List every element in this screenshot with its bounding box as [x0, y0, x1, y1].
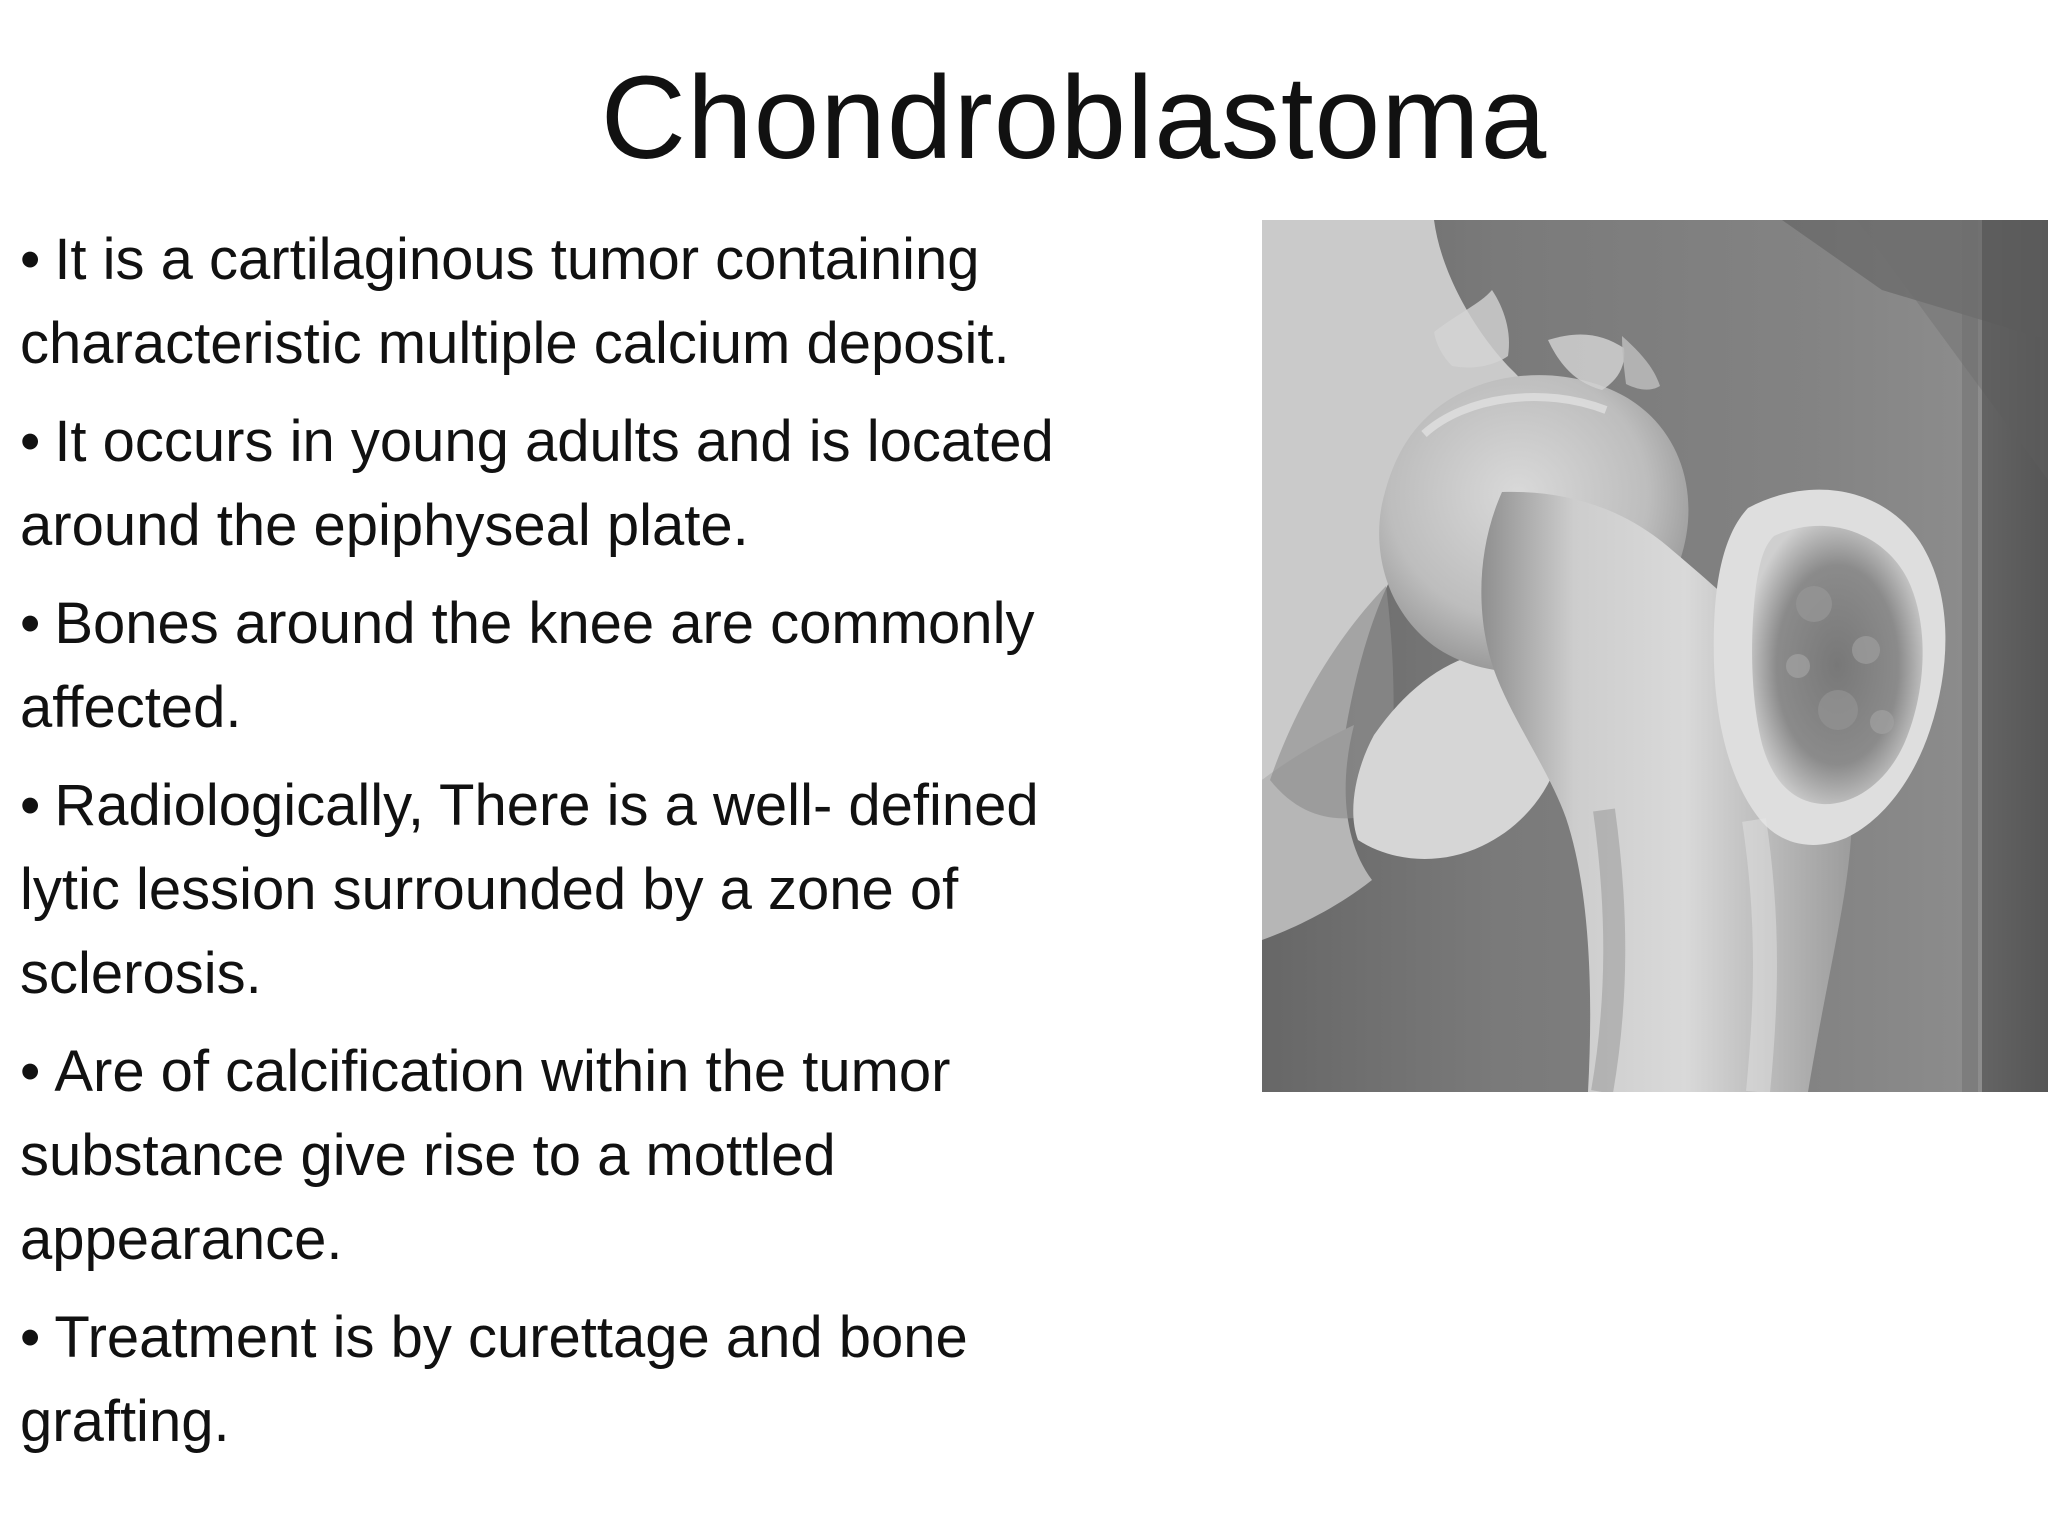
bullet-list: [20, 218, 1200, 1478]
bullet-line: grafting.: [20, 1389, 230, 1454]
bullet-text: Radiologically, There is a well- defined: [54, 773, 1039, 838]
bullet-item: [20, 764, 1200, 1016]
bullet-marker: •: [20, 1039, 41, 1104]
bullet-line: sclerosis.: [20, 941, 262, 1006]
bullet-text: It is a cartilaginous tumor containing: [54, 227, 980, 292]
bullet-line: [20, 1030, 1200, 1114]
xray-image-container: [1262, 220, 2048, 1092]
bullet-text: It occurs in young adults and is located: [54, 409, 1054, 474]
bullet-marker: •: [20, 591, 41, 656]
bullet-marker: •: [20, 409, 41, 474]
bullet-line: [20, 1296, 1200, 1380]
bullet-marker: •: [20, 227, 41, 292]
bullet-text: Bones around the knee are commonly: [54, 591, 1035, 656]
hip-xray-image: [1262, 220, 2048, 1092]
bullet-line: substance give rise to a mottled: [20, 1123, 836, 1188]
bullet-line: [20, 400, 1200, 484]
bullet-line: [20, 764, 1200, 848]
bullet-line: around the epiphyseal plate.: [20, 493, 749, 558]
bullet-item: [20, 400, 1200, 568]
bullet-marker: •: [20, 773, 41, 838]
bullet-item: [20, 1030, 1200, 1282]
bullet-line: [20, 582, 1200, 666]
bullet-line: lytic lession surrounded by a zone of: [20, 857, 959, 922]
bullet-item: [20, 218, 1200, 386]
bullet-text: Treatment is by curettage and bone: [54, 1305, 968, 1370]
bullet-line: appearance.: [20, 1207, 343, 1272]
slide-title-text: Chondroblastoma: [600, 52, 1548, 184]
bullet-item: [20, 582, 1200, 750]
bullet-line: affected.: [20, 675, 242, 740]
bullet-text: Are of calcification within the tumor: [54, 1039, 951, 1104]
bullet-line: [20, 218, 1200, 302]
bullet-line: characteristic multiple calcium deposit.: [20, 311, 1010, 376]
bullet-marker: •: [20, 1305, 41, 1370]
bullet-item: [20, 1296, 1200, 1464]
slide-title: [0, 48, 2048, 188]
